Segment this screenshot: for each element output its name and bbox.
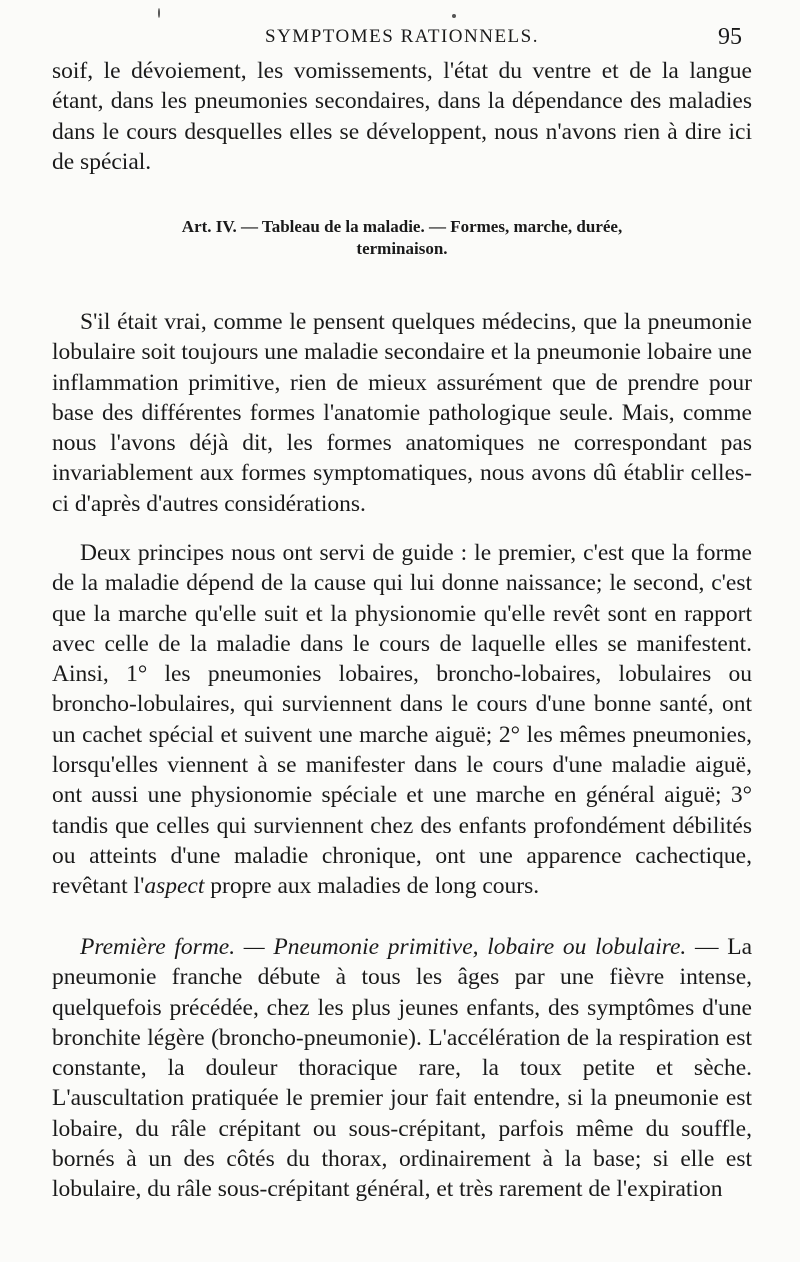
paragraph-2-italic-word: aspect xyxy=(144,873,205,900)
article-heading-line-2: terminaison. xyxy=(356,239,448,258)
paragraph-3 xyxy=(52,932,752,1205)
first-form-heading: Première forme. — Pneumonie primitive, lobaire ou lobulaire. xyxy=(80,934,687,960)
continued-paragraph: soif, le dévoiement, les vomissements, l'état du ventre et de la langue étant, dans les pneumonies secondaires, dans la dépendance des maladies dans le cours desquelles elles se développent, nous n'avons rien à dire ici de spécial. xyxy=(52,58,752,175)
scan-speck xyxy=(452,14,456,18)
paragraph-2-text: Deux principes nous ont servi de guide : le premier, c'est que la forme de la maladie dépend de la cause qui lui donne naissance; le second, c'est que la marche qu'elle suit et la physionomie qu'elle revêt sont en rapport avec celle de la maladie dans le cours de laquelle elles se manifestent. Ainsi, 1° les pneumonies lobaires, broncho-lobaires, lobulaires ou broncho-lobulaires, qui surviennent dans le cours d'une bonne santé, ont un cachet spécial et suivent une marche aiguë; 2° les mêmes pneumonies, lorsqu'elles viennent à se manifester dans le cours d'une maladie aiguë, ont aussi une physionomie spéciale et une marche en général aiguë; 3° tandis que celles qui surviennent chez des enfants profondément débilités ou atteints d'une maladie chronique, ont une apparence cachectique, revêtant l' xyxy=(52,540,752,900)
running-head xyxy=(52,22,752,52)
paragraph-3-body: — La pneumonie franche débute à tous les âges par une fièvre intense, quelquefois précédée, chez les plus jeunes enfants, des symptômes d'une bronchite légère (broncho-pneumonie). L'accélération de la respiration est constante, la douleur thoracique rare, la toux petite et sèche. L'auscultation pratiquée le premier jour fait entendre, si la pneumonie est lobaire, du râle crépitant ou sous-crépitant, parfois même du souffle, bornés à un des côtés du thorax, ordinairement à la base; si elle est lobulaire, du râle sous-crépitant général, et très rarement de l'expiration xyxy=(52,934,752,1203)
page-number: 95 xyxy=(718,24,742,50)
paragraph-1: S'il était vrai, comme le pensent quelques médecins, que la pneumonie lobulaire soit toujours une maladie secondaire et la pneumonie lobaire une inflammation primitive, rien de mieux assurément que de prendre pour base des différentes formes l'anatomie pathologique seule. Mais, comme nous l'avons déjà dit, les formes anatomiques ne correspondant pas invariablement aux formes symptomatiques, nous avons dû établir celles-ci d'après d'autres considérations. xyxy=(52,309,752,517)
article-heading-line-1: Art. IV. — Tableau de la maladie. — Formes, marche, durée, xyxy=(181,217,623,236)
running-title: SYMPTOMES RATIONNELS. xyxy=(265,26,539,47)
paragraph-2 xyxy=(52,538,752,902)
scan-speck xyxy=(158,8,160,18)
article-heading xyxy=(52,216,752,260)
paragraph-2-end: propre aux maladies de long cours. xyxy=(204,873,540,900)
